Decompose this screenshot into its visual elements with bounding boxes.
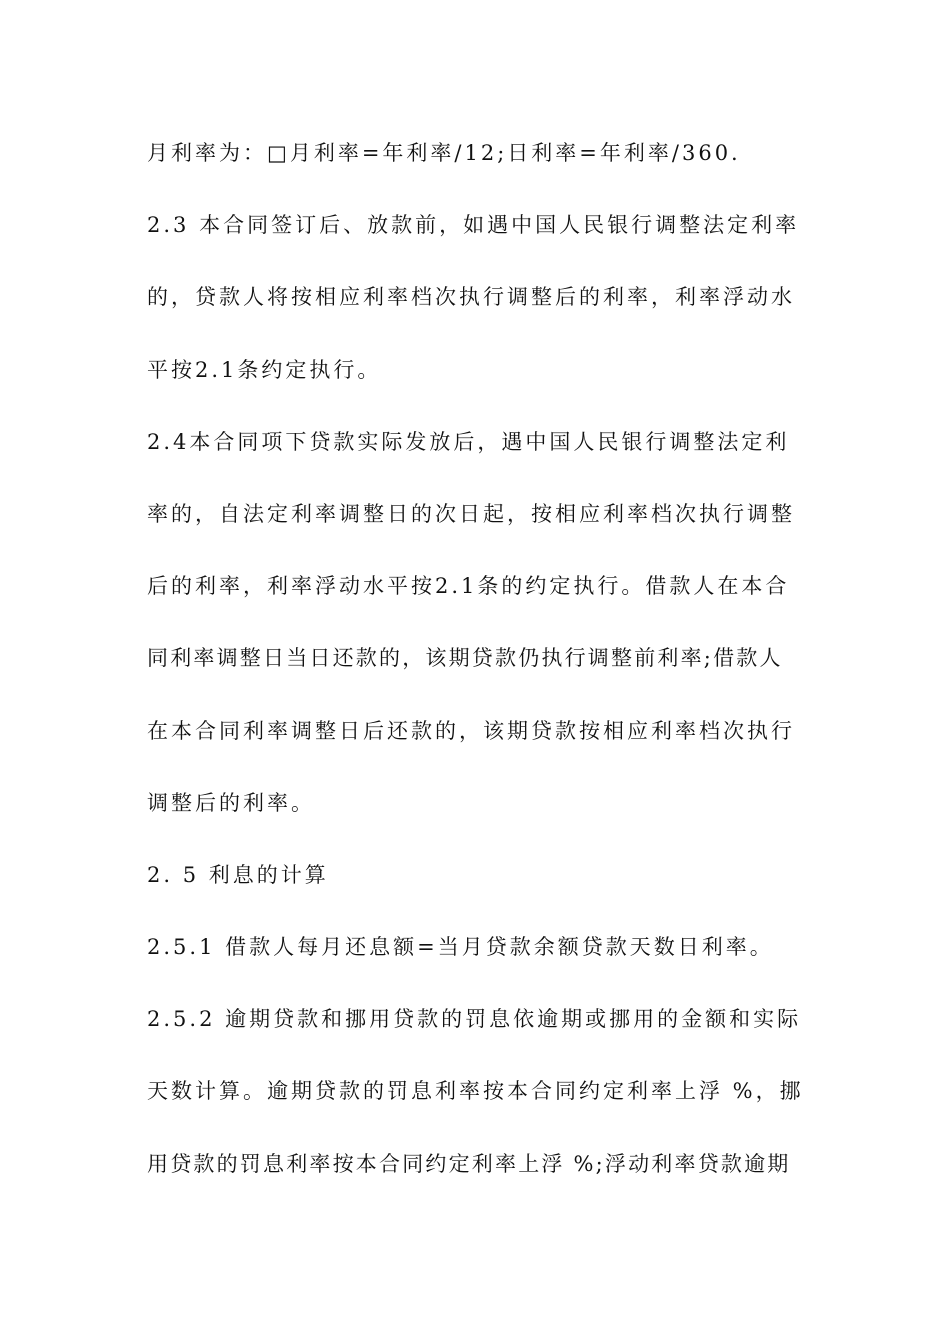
text-line: 2.5.1 借款人每月还息额=当月贷款余额贷款天数日利率。 (147, 935, 774, 960)
text-line: 月利率为：□月利率=年利率/12;日利率=年利率/360. (147, 141, 741, 165)
section-heading: 2. 5 利息的计算 (147, 862, 329, 887)
document-body (147, 131, 807, 1214)
text-line: 调整后的利率。 (147, 790, 315, 815)
text-line: 的，贷款人将按相应利率档次执行调整后的利率，利率浮动水 (147, 285, 795, 310)
text-line: 平按2.1条约定执行。 (147, 357, 382, 382)
text-line: 2.4本合同项下贷款实际发放后，遇中国人民银行调整法定利 (147, 429, 790, 454)
text-line: 同利率调整日当日还款的，该期贷款仍执行调整前利率;借款人 (147, 646, 783, 671)
text-line: 率的，自法定利率调整日的次日起，按相应利率档次执行调整 (147, 501, 795, 526)
text-line: 天数计算。逾期贷款的罚息利率按本合同约定利率上浮 %，挪 (147, 1079, 804, 1104)
text-line: 后的利率，利率浮动水平按2.1条的约定执行。借款人在本合 (147, 574, 790, 599)
text-line: 2.5.2 逾期贷款和挪用贷款的罚息依逾期或挪用的金额和实际 (147, 1007, 802, 1032)
text-line: 用贷款的罚息利率按本合同约定利率上浮 %;浮动利率贷款逾期 (147, 1151, 791, 1176)
text-line: 在本合同利率调整日后还款的，该期贷款按相应利率档次执行 (147, 718, 795, 743)
text-line: 2.3 本合同签订后、放款前，如遇中国人民银行调整法定利率 (147, 213, 800, 238)
